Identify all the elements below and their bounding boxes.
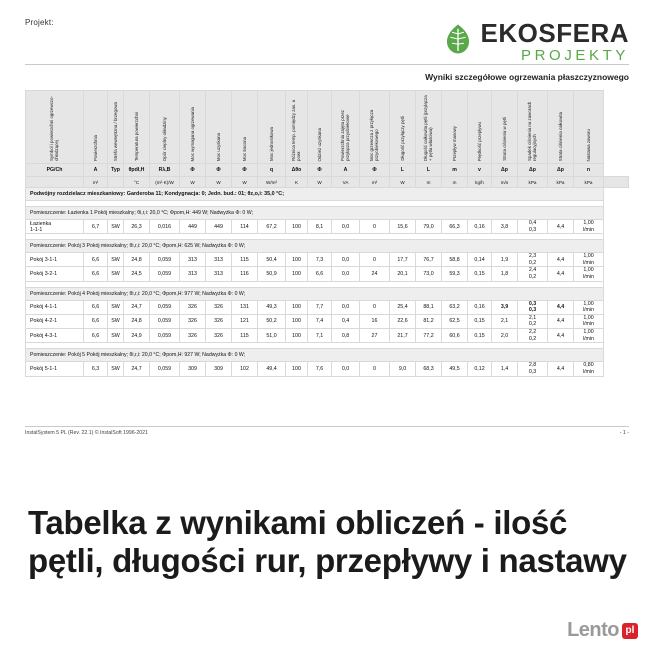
data-cell: 6,3 bbox=[84, 362, 108, 376]
unit-cell: W bbox=[390, 177, 416, 188]
room-section-label: Pomieszczenie: Pokój 4 Pokój mieszkalny; θi,r,i: 20,0 °C; Φpom,H: 977 W; Nadwyżka Φ: 0 W; bbox=[26, 287, 604, 300]
data-cell: 3,8 bbox=[492, 220, 518, 234]
banner-headline: Tabelka z wynikami obliczeń - ilość pętli, długości rur, przepływy i nastawy bbox=[28, 504, 627, 579]
unit-cell: W bbox=[206, 177, 232, 188]
column-header-label: Nastawa zaworu bbox=[585, 128, 591, 161]
data-cell: 66,3 bbox=[442, 220, 468, 234]
data-cell: 24,7 bbox=[124, 300, 150, 314]
symbol-cell: Φ bbox=[180, 164, 206, 177]
column-header-label: Prędkość przepływu bbox=[476, 121, 482, 161]
column-header-label: Strefa wewnętrzna / brzegowa bbox=[112, 101, 118, 161]
unit-cell: VA bbox=[332, 177, 360, 188]
data-cell-nastawa: 1,00 l/min bbox=[574, 267, 604, 281]
data-cell-dp-total: 4,4 bbox=[548, 362, 574, 376]
data-cell: 0,16 bbox=[468, 220, 492, 234]
column-header bbox=[286, 91, 308, 164]
column-header-label: Powierzchnia zajęta przez przyłącza przyobiekowe bbox=[340, 109, 351, 161]
data-cell: 116 bbox=[232, 267, 258, 281]
unit-cell bbox=[604, 177, 629, 188]
data-cell: 0,059 bbox=[150, 314, 180, 328]
data-cell: 0,0 bbox=[332, 362, 360, 376]
data-cell: 131 bbox=[232, 300, 258, 314]
row-label-cell: Pokój 5-1-1 bbox=[26, 362, 84, 376]
unit-cell: kPa bbox=[518, 177, 548, 188]
column-header bbox=[124, 91, 150, 164]
data-cell: 0,059 bbox=[150, 253, 180, 267]
data-cell-dp-reg: 2,1 0,2 bbox=[518, 314, 548, 328]
table-unit-row bbox=[26, 177, 629, 188]
data-cell: 24,7 bbox=[124, 362, 150, 376]
data-cell: 0 bbox=[360, 362, 390, 376]
data-cell: 326 bbox=[206, 314, 232, 328]
document-inner bbox=[25, 18, 629, 64]
column-header-label: Moc jednostkowa bbox=[268, 127, 274, 161]
data-cell: 0,016 bbox=[150, 220, 180, 234]
column-header bbox=[26, 91, 84, 164]
symbol-cell: A bbox=[332, 164, 360, 177]
row-label-cell: Pokój 3-1-1 bbox=[26, 253, 84, 267]
data-cell: 0,0 bbox=[332, 267, 360, 281]
data-cell: 313 bbox=[206, 267, 232, 281]
symbol-cell: Typ bbox=[108, 164, 124, 177]
document-footer bbox=[25, 426, 629, 436]
symbol-cell: Φ bbox=[232, 164, 258, 177]
data-cell: 100 bbox=[286, 362, 308, 376]
data-cell: 0,14 bbox=[468, 253, 492, 267]
unit-cell: K bbox=[286, 177, 308, 188]
symbol-cell: n bbox=[574, 164, 604, 177]
logo-subtitle: PROJEKTY bbox=[521, 47, 629, 64]
data-cell: 449 bbox=[180, 220, 206, 234]
data-cell: 7,4 bbox=[308, 314, 332, 328]
unit-cell: m/s bbox=[492, 177, 518, 188]
data-cell: 9,0 bbox=[390, 362, 416, 376]
data-cell: 0 bbox=[360, 300, 390, 314]
data-cell: 0,059 bbox=[150, 300, 180, 314]
column-header bbox=[518, 91, 548, 164]
data-cell: 6,6 bbox=[84, 329, 108, 343]
data-cell: SW bbox=[108, 329, 124, 343]
symbol-cell: L bbox=[390, 164, 416, 177]
data-cell: 88,1 bbox=[416, 300, 442, 314]
data-cell: 67,2 bbox=[258, 220, 286, 234]
data-cell: SW bbox=[108, 220, 124, 234]
data-cell: 100 bbox=[286, 220, 308, 234]
data-cell: 58,8 bbox=[442, 253, 468, 267]
column-header bbox=[548, 91, 574, 164]
column-header bbox=[84, 91, 108, 164]
data-cell: 50,2 bbox=[258, 314, 286, 328]
row-label-cell: Pokój 4-1-1 bbox=[26, 300, 84, 314]
symbol-cell: θpdł,H bbox=[124, 164, 150, 177]
table-row bbox=[26, 253, 629, 267]
unit-cell: kg/h bbox=[468, 177, 492, 188]
symbol-cell: Δp bbox=[518, 164, 548, 177]
column-header bbox=[492, 91, 518, 164]
data-cell: 20,1 bbox=[390, 267, 416, 281]
data-cell: 6,6 bbox=[84, 267, 108, 281]
data-cell-nastawa: 1,00 l/min bbox=[574, 300, 604, 314]
column-header-label: Moc wymagana ogrzewania bbox=[189, 106, 195, 161]
data-cell-dp-total: 4,4 bbox=[548, 220, 574, 234]
symbol-cell: Rλ,B bbox=[150, 164, 180, 177]
data-cell: 114 bbox=[232, 220, 258, 234]
data-cell: 2,0 bbox=[492, 329, 518, 343]
data-cell-dp-total: 4,4 bbox=[548, 267, 574, 281]
symbol-cell: Φ bbox=[308, 164, 332, 177]
data-cell-dp-total: 4,4 bbox=[548, 314, 574, 328]
data-cell: 15,6 bbox=[390, 220, 416, 234]
column-header bbox=[108, 91, 124, 164]
room-section-row bbox=[26, 240, 629, 253]
data-cell: 0,12 bbox=[468, 362, 492, 376]
column-header-label: Temperatura powierzchni bbox=[133, 111, 139, 161]
company-logo bbox=[441, 20, 629, 63]
column-header-label: Moc tracona bbox=[241, 136, 247, 161]
data-cell: 0 bbox=[360, 220, 390, 234]
symbol-cell: A bbox=[84, 164, 108, 177]
data-cell: 62,5 bbox=[442, 314, 468, 328]
room-section-row bbox=[26, 349, 629, 362]
room-section-label: Pomieszczenie: Pokój 5 Pokój mieszkalny; θi,r,i: 20,0 °C; Φpom,H: 927 W; Nadwyżka Φ: 0 W; bbox=[26, 349, 604, 362]
data-cell-dp-reg: 2,4 0,2 bbox=[518, 267, 548, 281]
data-cell: 21,7 bbox=[390, 329, 416, 343]
watermark-text: Lento bbox=[567, 619, 619, 641]
column-header-label: Różnica temp. pomiędzy zas. a powr. bbox=[291, 99, 302, 161]
data-cell: 6,6 bbox=[84, 314, 108, 328]
data-cell: 1,9 bbox=[492, 253, 518, 267]
symbol-cell: Φ bbox=[206, 164, 232, 177]
data-cell: 73,0 bbox=[416, 267, 442, 281]
data-cell: 309 bbox=[180, 362, 206, 376]
column-header-label: Długość całkowita pętli (przyłącza + pętla właściwa) bbox=[423, 95, 434, 161]
data-cell: 24,8 bbox=[124, 314, 150, 328]
data-cell: 2,1 bbox=[492, 314, 518, 328]
data-cell: SW bbox=[108, 314, 124, 328]
column-header-label: Powierzchnia bbox=[92, 134, 98, 161]
column-header-label: Strata ciśnienia w pętli bbox=[501, 117, 507, 161]
data-cell: 100 bbox=[286, 314, 308, 328]
data-cell-dp-total: 4,4 bbox=[548, 300, 574, 314]
data-cell-nastawa: 0,80 l/min bbox=[574, 362, 604, 376]
symbol-cell: v bbox=[468, 164, 492, 177]
results-table bbox=[25, 90, 629, 377]
column-header-label: Symbol i powierzchni ogrzewczo-chłodzącej bbox=[49, 96, 60, 161]
data-cell: 24 bbox=[360, 267, 390, 281]
unit-cell: W bbox=[232, 177, 258, 188]
column-header bbox=[416, 91, 442, 164]
data-cell: 59,3 bbox=[442, 267, 468, 281]
table-row bbox=[26, 267, 629, 281]
watermark-badge: pl bbox=[622, 623, 638, 639]
data-cell: SW bbox=[108, 300, 124, 314]
footer-left: InstalSystem 5 PL (Rev. 22.1) © InstalSoft 1996-2021 bbox=[25, 430, 148, 436]
watermark bbox=[567, 619, 638, 642]
data-cell: 63,2 bbox=[442, 300, 468, 314]
data-cell: 115 bbox=[232, 253, 258, 267]
table-row bbox=[26, 362, 629, 376]
unit-cell: kPa bbox=[548, 177, 574, 188]
room-section-label: Pomieszczenie: Łazienka 1 Pokój mieszkalny; θi,r,i: 20,0 °C; Φpom,H: 449 W; Nadwyżka Φ: 0 W; bbox=[26, 207, 604, 220]
unit-cell: m bbox=[442, 177, 468, 188]
data-cell: 1,4 bbox=[492, 362, 518, 376]
symbol-cell: q bbox=[258, 164, 286, 177]
column-header-label: Odzież uzyskana bbox=[316, 127, 322, 161]
data-cell: 100 bbox=[286, 329, 308, 343]
data-cell: 51,0 bbox=[258, 329, 286, 343]
column-header bbox=[308, 91, 332, 164]
data-cell: 50,9 bbox=[258, 267, 286, 281]
data-cell: 0,0 bbox=[332, 300, 360, 314]
column-header bbox=[150, 91, 180, 164]
data-cell: 0,15 bbox=[468, 267, 492, 281]
table-row bbox=[26, 329, 629, 343]
column-header bbox=[180, 91, 206, 164]
data-cell-dp-reg: 2,3 0,2 bbox=[518, 253, 548, 267]
data-cell: 6,6 bbox=[84, 300, 108, 314]
distributor-row bbox=[26, 188, 629, 201]
table-symbol-row bbox=[26, 164, 629, 177]
data-cell: 81,2 bbox=[416, 314, 442, 328]
data-cell: 7,7 bbox=[308, 300, 332, 314]
column-header bbox=[360, 91, 390, 164]
column-header bbox=[332, 91, 360, 164]
unit-cell: W bbox=[308, 177, 332, 188]
data-cell: 115 bbox=[232, 329, 258, 343]
data-cell: 6,6 bbox=[84, 253, 108, 267]
data-cell: 326 bbox=[180, 329, 206, 343]
data-cell: 0,0 bbox=[332, 220, 360, 234]
column-header-label: Opór cieplny okładziny bbox=[161, 116, 167, 161]
room-section-label: Pomieszczenie: Pokój 3 Pokój mieszkalny; θi,r,i: 20,0 °C; Φpom,H: 625 W; Nadwyżka Φ: 0 W; bbox=[26, 240, 604, 253]
data-cell: 6,6 bbox=[308, 267, 332, 281]
data-cell: 0,059 bbox=[150, 329, 180, 343]
unit-cell: m bbox=[416, 177, 442, 188]
column-header-label: Długość przyłączy pętli bbox=[399, 116, 405, 161]
data-cell: 49,3 bbox=[258, 300, 286, 314]
unit-cell bbox=[26, 177, 84, 188]
unit-cell: °C bbox=[124, 177, 150, 188]
column-header-label: Strata ciśnienia całkowita bbox=[557, 111, 563, 161]
logo-title: EKOSFERA bbox=[480, 18, 629, 48]
column-header bbox=[232, 91, 258, 164]
data-cell-dp-total: 4,4 bbox=[548, 253, 574, 267]
data-cell: 100 bbox=[286, 253, 308, 267]
unit-cell: m² bbox=[84, 177, 108, 188]
column-header bbox=[574, 91, 604, 164]
column-header-label: Moc uzyskana bbox=[215, 132, 221, 161]
data-cell: 0,8 bbox=[332, 329, 360, 343]
data-cell-dp-reg: 2,2 0,2 bbox=[518, 329, 548, 343]
data-cell: 313 bbox=[206, 253, 232, 267]
column-header bbox=[442, 91, 468, 164]
data-cell: 49,4 bbox=[258, 362, 286, 376]
data-cell: 49,5 bbox=[442, 362, 468, 376]
data-cell: 0 bbox=[360, 253, 390, 267]
column-header-label: Przepływ masowy bbox=[451, 125, 457, 161]
data-cell: 0,059 bbox=[150, 267, 180, 281]
data-cell: 7,1 bbox=[308, 329, 332, 343]
data-cell: 326 bbox=[206, 329, 232, 343]
data-cell: 313 bbox=[180, 253, 206, 267]
data-cell: 76,7 bbox=[416, 253, 442, 267]
data-cell: 7,3 bbox=[308, 253, 332, 267]
column-header bbox=[390, 91, 416, 164]
data-cell: 0,059 bbox=[150, 362, 180, 376]
table-header-row bbox=[26, 91, 629, 164]
symbol-cell: m bbox=[442, 164, 468, 177]
data-cell: SW bbox=[108, 267, 124, 281]
data-cell: 449 bbox=[206, 220, 232, 234]
data-cell: 50,4 bbox=[258, 253, 286, 267]
unit-cell: m² bbox=[360, 177, 390, 188]
symbol-cell: Δp bbox=[492, 164, 518, 177]
symbol-cell: L bbox=[416, 164, 442, 177]
row-label-cell: Pokój 4-3-1 bbox=[26, 329, 84, 343]
data-cell: 77,2 bbox=[416, 329, 442, 343]
header-divider bbox=[25, 64, 629, 65]
data-cell: 313 bbox=[180, 267, 206, 281]
data-cell: 22,6 bbox=[390, 314, 416, 328]
data-cell-dp-total: 4,4 bbox=[548, 329, 574, 343]
data-cell: 3,9 bbox=[492, 300, 518, 314]
unit-cell: kPa bbox=[574, 177, 604, 188]
data-cell: 25,4 bbox=[390, 300, 416, 314]
unit-cell: (m²·K)/W bbox=[150, 177, 180, 188]
data-cell: 309 bbox=[206, 362, 232, 376]
data-cell: 6,7 bbox=[84, 220, 108, 234]
data-cell: 0,0 bbox=[332, 253, 360, 267]
data-cell-dp-reg: 2,8 0,3 bbox=[518, 362, 548, 376]
row-label-cell: Pokój 3-2-1 bbox=[26, 267, 84, 281]
data-cell: 0,4 bbox=[332, 314, 360, 328]
data-cell: 17,7 bbox=[390, 253, 416, 267]
data-cell: 24,8 bbox=[124, 253, 150, 267]
data-cell: 7,6 bbox=[308, 362, 332, 376]
data-cell: 0,16 bbox=[468, 300, 492, 314]
data-cell: 1,8 bbox=[492, 267, 518, 281]
data-cell: 102 bbox=[232, 362, 258, 376]
project-label: Projekt: bbox=[25, 18, 54, 27]
data-cell: 24,5 bbox=[124, 267, 150, 281]
data-cell-nastawa: 1,00 l/min bbox=[574, 220, 604, 234]
symbol-cell: Φ bbox=[360, 164, 390, 177]
table-row bbox=[26, 314, 629, 328]
room-section-row bbox=[26, 287, 629, 300]
column-header bbox=[468, 91, 492, 164]
column-header bbox=[206, 91, 232, 164]
data-cell-dp-reg: 0,4 0,3 bbox=[518, 220, 548, 234]
column-header-label: Spadek ciśnienia na zaworach regulacyjnych bbox=[527, 101, 538, 161]
symbol-cell: Δp bbox=[548, 164, 574, 177]
data-cell: 0,15 bbox=[468, 329, 492, 343]
symbol-cell: PG/Ch bbox=[26, 164, 84, 177]
data-cell: 68,3 bbox=[416, 362, 442, 376]
unit-cell bbox=[108, 177, 124, 188]
data-cell: 326 bbox=[180, 314, 206, 328]
data-cell: SW bbox=[108, 253, 124, 267]
promo-banner bbox=[0, 470, 654, 654]
column-header bbox=[258, 91, 286, 164]
data-cell: 326 bbox=[180, 300, 206, 314]
column-header-label: Moc grzewcza z przyłącza przyobiekowego bbox=[369, 109, 380, 161]
data-cell: 24,9 bbox=[124, 329, 150, 343]
table-row bbox=[26, 220, 629, 234]
data-cell: 16 bbox=[360, 314, 390, 328]
data-cell-nastawa: 1,00 l/min bbox=[574, 329, 604, 343]
data-cell: 27 bbox=[360, 329, 390, 343]
data-cell: 79,0 bbox=[416, 220, 442, 234]
data-cell: 0,15 bbox=[468, 314, 492, 328]
data-cell: 8,1 bbox=[308, 220, 332, 234]
data-cell: 121 bbox=[232, 314, 258, 328]
symbol-cell: Δθo bbox=[286, 164, 308, 177]
data-cell: SW bbox=[108, 362, 124, 376]
data-cell: 326 bbox=[206, 300, 232, 314]
leaf-icon bbox=[441, 22, 475, 56]
data-cell-nastawa: 1,00 l/min bbox=[574, 253, 604, 267]
data-cell: 26,3 bbox=[124, 220, 150, 234]
table-row bbox=[26, 300, 629, 314]
room-section-row bbox=[26, 207, 629, 220]
data-cell-nastawa: 1,00 l/min bbox=[574, 314, 604, 328]
report-subtitle: Wyniki szczegółowe ogrzewania płaszczyznowego bbox=[425, 72, 629, 82]
row-label-cell: Łazienka 1-1-1 bbox=[26, 220, 84, 234]
distributor-label: Podwójny rozdzielacz mieszkaniowy: Garderoba 11; Kondygnacja: 0; Jedn. bud.: 01; θz,o,i: 35,0 °C; bbox=[26, 188, 604, 201]
unit-cell: W/m² bbox=[258, 177, 286, 188]
data-cell: 100 bbox=[286, 267, 308, 281]
data-cell: 60,6 bbox=[442, 329, 468, 343]
unit-cell: W bbox=[180, 177, 206, 188]
footer-right: - 1 - bbox=[619, 430, 629, 436]
data-cell: 100 bbox=[286, 300, 308, 314]
row-label-cell: Pokój 4-2-1 bbox=[26, 314, 84, 328]
data-cell-dp-reg: 0,3 0,3 bbox=[518, 300, 548, 314]
